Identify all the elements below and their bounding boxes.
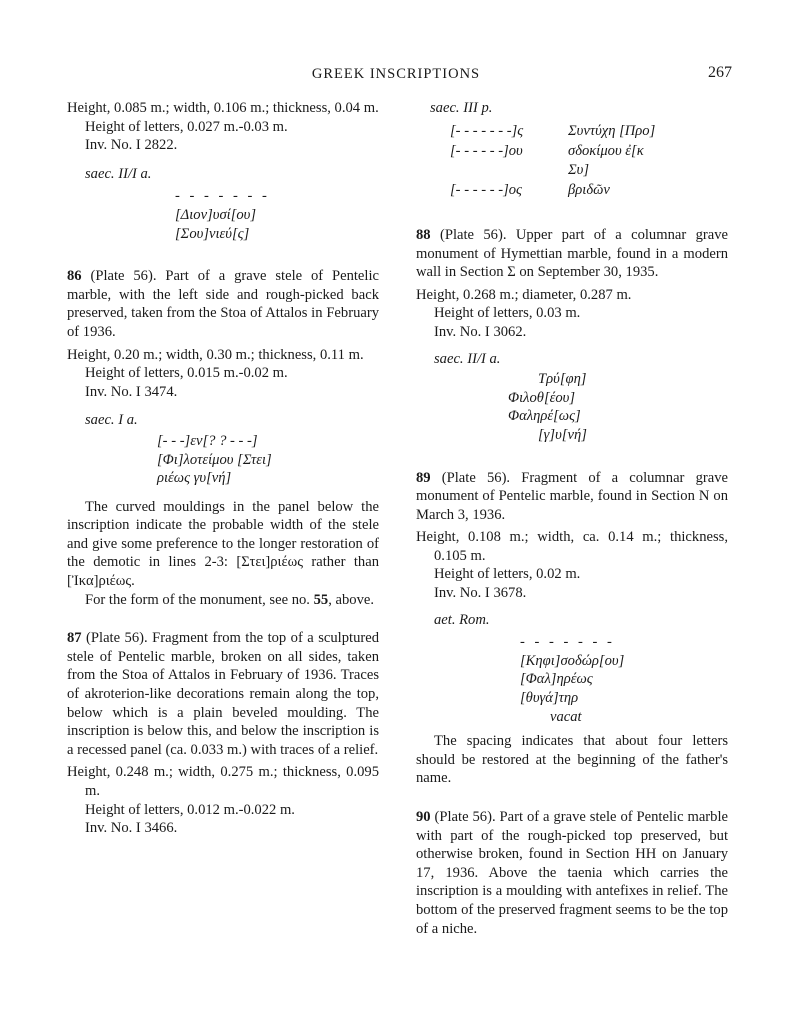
inscription-line: ριέως γυ[νή]: [157, 470, 232, 487]
inventory-number: Inv. No. I 3474.: [85, 383, 178, 400]
date: saec. II/I a.: [434, 350, 501, 367]
inscription-text: [175, 187, 379, 243]
inscription-line: Φαληρέ[ως]: [508, 408, 581, 425]
entry-description-text: (Plate 56). Fragment from the top of a sculptured stele of Pentelic marble, broken on all sides, taken from the Stoa of Attalos in February of 1936. Traces of akroterion-like decorations remain along the top, below which is a plain beveled moulding. The inscription is below this, and below the inscription is a recessed panel (ca. 0.033 m.) with traces of a relief.: [67, 630, 379, 758]
left-column: [67, 99, 379, 838]
entry-90: [416, 808, 728, 938]
dimensions: Height, 0.248 m.; width, 0.275 m.; thickness, 0.095 m.: [67, 764, 379, 799]
date: saec. II/I a.: [85, 165, 152, 182]
commentary: The spacing indicates that about four letters should be restored at the beginning of the father's name.: [416, 733, 728, 787]
inscription-line-left: [- - - - - -]ος: [450, 182, 522, 199]
commentary-text: , above.: [328, 591, 374, 608]
inscription-line: [Σου]νιεύ[ς]: [175, 225, 250, 242]
letter-height: Height of letters, 0.015 m.-0.02 m.: [85, 365, 288, 382]
entry-89: [416, 469, 728, 789]
entry-description: [416, 808, 728, 938]
inscription-line: - - - - - - -: [175, 188, 270, 205]
date: saec. III p.: [430, 100, 493, 116]
entry-87: [67, 629, 379, 838]
letter-height: Height of letters, 0.027 m.-0.03 m.: [85, 118, 288, 135]
entry-number: 86: [67, 268, 82, 285]
entry-description-text: (Plate 56). Part of a grave stele of Pentelic marble, with the left side and rough-picked back preserved, taken from the Stoa of Attalos in February of 1936.: [67, 268, 379, 340]
entry-88: [416, 226, 728, 445]
entry-description-text: (Plate 56). Upper part of a columnar grave monument of Hymettian marble, found in a modern wall in Section Σ on September 30, 1935.: [416, 226, 728, 281]
inscription-line: vacat: [550, 708, 582, 725]
entry-description-text: (Plate 56). Fragment of a columnar grave monument of Pentelic marble, found in Section N on March 3, 1936.: [416, 469, 728, 523]
entry-number: 90: [416, 809, 431, 825]
inscription-text: [508, 370, 728, 444]
inscription-line: [Διον]υσί[ου]: [175, 206, 257, 223]
letter-height: Height of letters, 0.012 m.-0.022 m.: [85, 801, 295, 818]
page-number: 267: [708, 64, 732, 81]
entry-number: 88: [416, 226, 431, 243]
inventory-number: Inv. No. I 3062.: [434, 323, 527, 340]
entry-description: [416, 226, 728, 282]
inventory-number: Inv. No. I 3678.: [434, 585, 527, 602]
dimensions: Height, 0.20 m.; width, 0.30 m.; thickness, 0.11 m.: [67, 346, 364, 363]
inscription-line-right: βριδῶν: [568, 182, 610, 199]
inscription-line: [Κηφι]σοδώρ[ου]: [520, 652, 625, 669]
inscription-line: [- - -]εν[? ? - - -]: [157, 432, 258, 449]
entry-description-text: (Plate 56). Part of a grave stele of Pentelic marble with part of the rough-picked top preserved, but otherwise broken, found in Section HH on January 17, 1936. Above the taenia which carries the inscription is a moulding with antefixes in relief. The bottom of the preserved fragment seems to be the top of a niche.: [416, 809, 728, 937]
inscription-line: [θυγά]τηρ: [520, 690, 579, 707]
dimensions: Height, 0.108 m.; width, ca. 0.14 m.; thickness, 0.105 m.: [416, 529, 728, 564]
date: aet. Rom.: [434, 611, 490, 628]
inscription-line: - - - - - - -: [520, 634, 615, 651]
date: saec. I a.: [85, 412, 138, 429]
inscription-line-right: Συντύχη [Προ]: [568, 122, 656, 139]
commentary-text: For the form of the monument, see no.: [85, 591, 310, 608]
inventory-number: Inv. No. I 3466.: [85, 820, 178, 837]
inscription-line: [Φαλ]ηρέως: [520, 671, 593, 688]
letter-height: Height of letters, 0.03 m.: [434, 305, 581, 322]
entry-description: [416, 469, 728, 525]
cross-reference: 55: [313, 591, 329, 608]
entry-86: [67, 267, 379, 609]
page-title: GREEK INSCRIPTIONS: [311, 66, 481, 82]
dimensions: Height, 0.085 m.; width, 0.106 m.; thickness, 0.04 m.: [67, 100, 379, 116]
inscription-line: Τρύ[φη]: [538, 371, 587, 388]
commentary: The curved mouldings in the panel below the inscription indicate the probable width of the stele and give some preference to the longer restoration of the demotic in lines 2-3: [Στει]ριέως rather than [Ἰκα]ριέως.: [67, 498, 379, 590]
inscription-line-left: [- - - - - -]ου: [450, 143, 523, 160]
inscription-line: [γ]υ[νή]: [538, 426, 587, 443]
commentary: [67, 591, 379, 610]
right-column: [416, 99, 728, 938]
inscription-line: [Φι]λοτείμου [Στει]: [157, 451, 272, 468]
entry-87-text: [416, 99, 728, 200]
inscription-text: [450, 122, 728, 200]
dimensions: Height, 0.268 m.; diameter, 0.287 m.: [416, 286, 632, 303]
entry-85-continued: [67, 99, 379, 243]
letter-height: Height of letters, 0.02 m.: [434, 566, 581, 583]
entry-number: 87: [67, 630, 82, 647]
entry-description: [67, 629, 379, 759]
inscription-line: Φιλοθ[έου]: [508, 389, 576, 406]
inscription-text: [157, 432, 379, 488]
entry-description: [67, 267, 379, 341]
entry-number: 89: [416, 469, 431, 486]
inscription-line-right: σδοκίμου ἐ[κ Συ]: [568, 143, 644, 178]
inscription-text: [520, 633, 728, 726]
inventory-number: Inv. No. I 2822.: [85, 137, 178, 154]
inscription-line-left: [- - - - - - -]ς: [450, 122, 524, 139]
